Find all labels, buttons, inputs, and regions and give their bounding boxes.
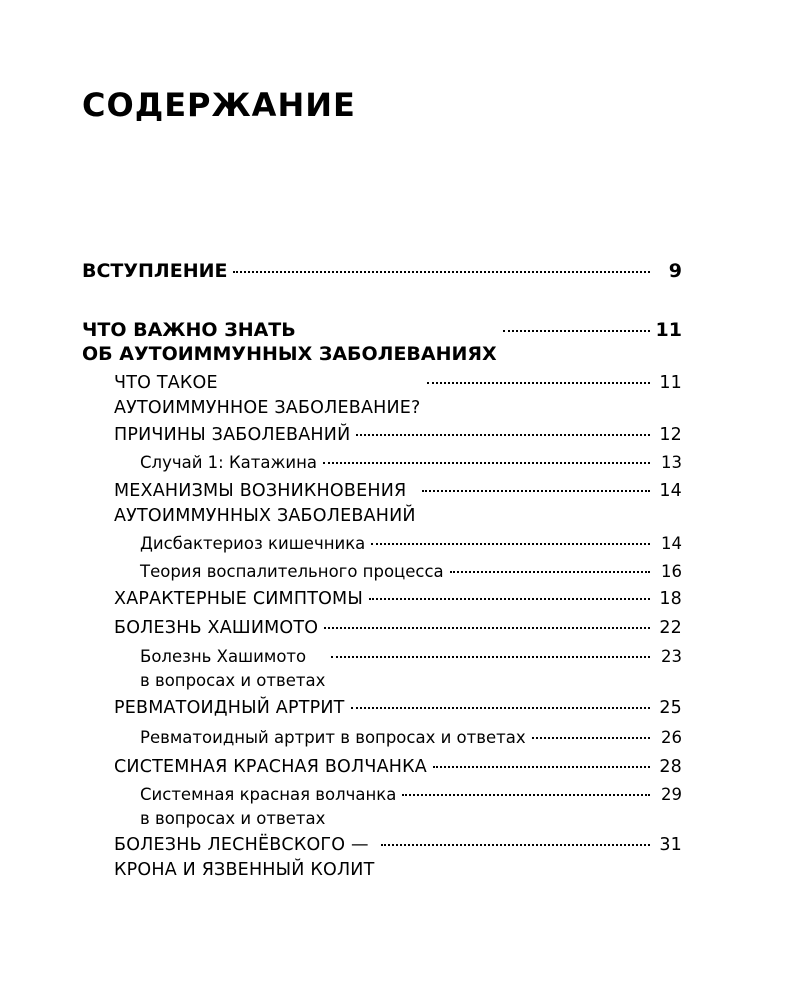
toc-entry-lupus-qa[interactable] bbox=[140, 783, 682, 831]
toc-entry-title: Ревматоидный артрит в вопросах и ответах bbox=[140, 728, 526, 747]
dot-leader bbox=[371, 543, 650, 545]
toc-entry-what-to-know[interactable] bbox=[82, 318, 682, 366]
dot-leader bbox=[450, 571, 650, 573]
toc-entry-title-line1: БОЛЕЗНЬ ЛЕСНЁВСКОГО — bbox=[114, 835, 369, 855]
dot-leader bbox=[324, 627, 650, 629]
toc-entry-title-line2: КРОНА И ЯЗВЕННЫЙ КОЛИТ bbox=[114, 860, 375, 880]
toc-entry-title: ВСТУПЛЕНИЕ bbox=[82, 260, 228, 282]
toc-page-number: 16 bbox=[661, 562, 682, 581]
toc-page-number: 11 bbox=[655, 319, 682, 341]
dot-leader bbox=[427, 382, 650, 384]
toc-entry-title-line2: ОБ АУТОИММУННЫХ ЗАБОЛЕВАНИЯХ bbox=[82, 343, 497, 365]
toc-entry-inflammation-theory[interactable] bbox=[140, 560, 682, 584]
toc-page-number: 11 bbox=[659, 373, 682, 393]
toc-entry-lupus[interactable] bbox=[114, 755, 682, 780]
toc-entry-introduction[interactable] bbox=[82, 259, 682, 283]
toc-entry-title: Дисбактериоз кишечника bbox=[140, 534, 366, 553]
toc-entry-hashimoto[interactable] bbox=[114, 616, 682, 641]
toc-entry-title: БОЛЕЗНЬ ХАШИМОТО bbox=[114, 618, 319, 638]
toc-entry-mechanisms[interactable] bbox=[114, 479, 682, 529]
toc-entry-title: СИСТЕМНАЯ КРАСНАЯ ВОЛЧАНКА bbox=[114, 757, 427, 777]
toc-entry-title-line1: ЧТО ТАКОЕ bbox=[114, 373, 218, 393]
toc-page-number: 23 bbox=[661, 647, 682, 666]
dot-leader bbox=[532, 737, 650, 739]
page-title: СОДЕРЖАНИЕ bbox=[82, 86, 356, 124]
dot-leader bbox=[233, 271, 650, 273]
toc-entry-title: ПРИЧИНЫ ЗАБОЛЕВАНИЙ bbox=[114, 425, 351, 445]
toc-entry-title-line1: ЧТО ВАЖНО ЗНАТЬ bbox=[82, 319, 296, 341]
toc-page-number: 22 bbox=[659, 618, 682, 638]
toc-entry-title-line2: в вопросах и ответах bbox=[140, 671, 326, 690]
toc-page-number: 26 bbox=[661, 728, 682, 747]
toc-entry-hashimoto-qa[interactable] bbox=[140, 645, 682, 693]
toc-entry-title: РЕВМАТОИДНЫЙ АРТРИТ bbox=[114, 698, 345, 718]
toc-entry-title-line1: Болезнь Хашимото bbox=[140, 647, 307, 666]
toc-entry-title: Случай 1: Катажина bbox=[140, 453, 317, 472]
toc-entry-dysbiosis[interactable] bbox=[140, 532, 682, 556]
toc-entry-title-line1: Системная красная волчанка bbox=[140, 785, 397, 804]
toc-page-number: 29 bbox=[661, 785, 682, 804]
toc-entry-title-line2: АУТОИММУННЫХ ЗАБОЛЕВАНИЙ bbox=[114, 506, 416, 526]
toc-entry-rheumatoid-arthritis[interactable] bbox=[114, 696, 682, 721]
dot-leader bbox=[369, 598, 650, 600]
toc-entry-title-line1: МЕХАНИЗМЫ ВОЗНИКНОВЕНИЯ bbox=[114, 481, 407, 501]
toc-page-number: 14 bbox=[661, 534, 682, 553]
toc-entry-causes[interactable] bbox=[114, 423, 682, 448]
dot-leader bbox=[422, 490, 650, 492]
toc-page-number: 9 bbox=[668, 260, 682, 282]
toc-page-number: 31 bbox=[659, 835, 682, 855]
dot-leader bbox=[323, 462, 650, 464]
toc-entry-title: ХАРАКТЕРНЫЕ СИМПТОМЫ bbox=[114, 589, 363, 609]
dot-leader bbox=[402, 794, 650, 796]
toc-entry-title-line2: в вопросах и ответах bbox=[140, 809, 326, 828]
dot-leader bbox=[331, 656, 650, 658]
toc-entry-case-1[interactable] bbox=[140, 451, 682, 475]
dot-leader bbox=[351, 707, 650, 709]
toc-entry-crohn-colitis[interactable] bbox=[114, 833, 682, 883]
toc-entry-what-is-autoimmune[interactable] bbox=[114, 371, 682, 421]
dot-leader bbox=[381, 844, 651, 846]
dot-leader bbox=[503, 330, 650, 332]
toc-page-number: 12 bbox=[659, 425, 682, 445]
dot-leader bbox=[433, 766, 650, 768]
toc-page-number: 25 bbox=[659, 698, 682, 718]
toc-entry-symptoms[interactable] bbox=[114, 587, 682, 612]
toc-page-number: 13 bbox=[661, 453, 682, 472]
toc-entry-title: Теория воспалительного процесса bbox=[140, 562, 444, 581]
toc-page-number: 14 bbox=[659, 481, 682, 501]
toc-page-number: 28 bbox=[659, 757, 682, 777]
toc-entry-rheumatoid-arthritis-qa[interactable] bbox=[140, 726, 682, 750]
toc-page-number: 18 bbox=[659, 589, 682, 609]
toc-entry-title-line2: АУТОИММУННОЕ ЗАБОЛЕВАНИЕ? bbox=[114, 398, 421, 418]
dot-leader bbox=[356, 434, 650, 436]
